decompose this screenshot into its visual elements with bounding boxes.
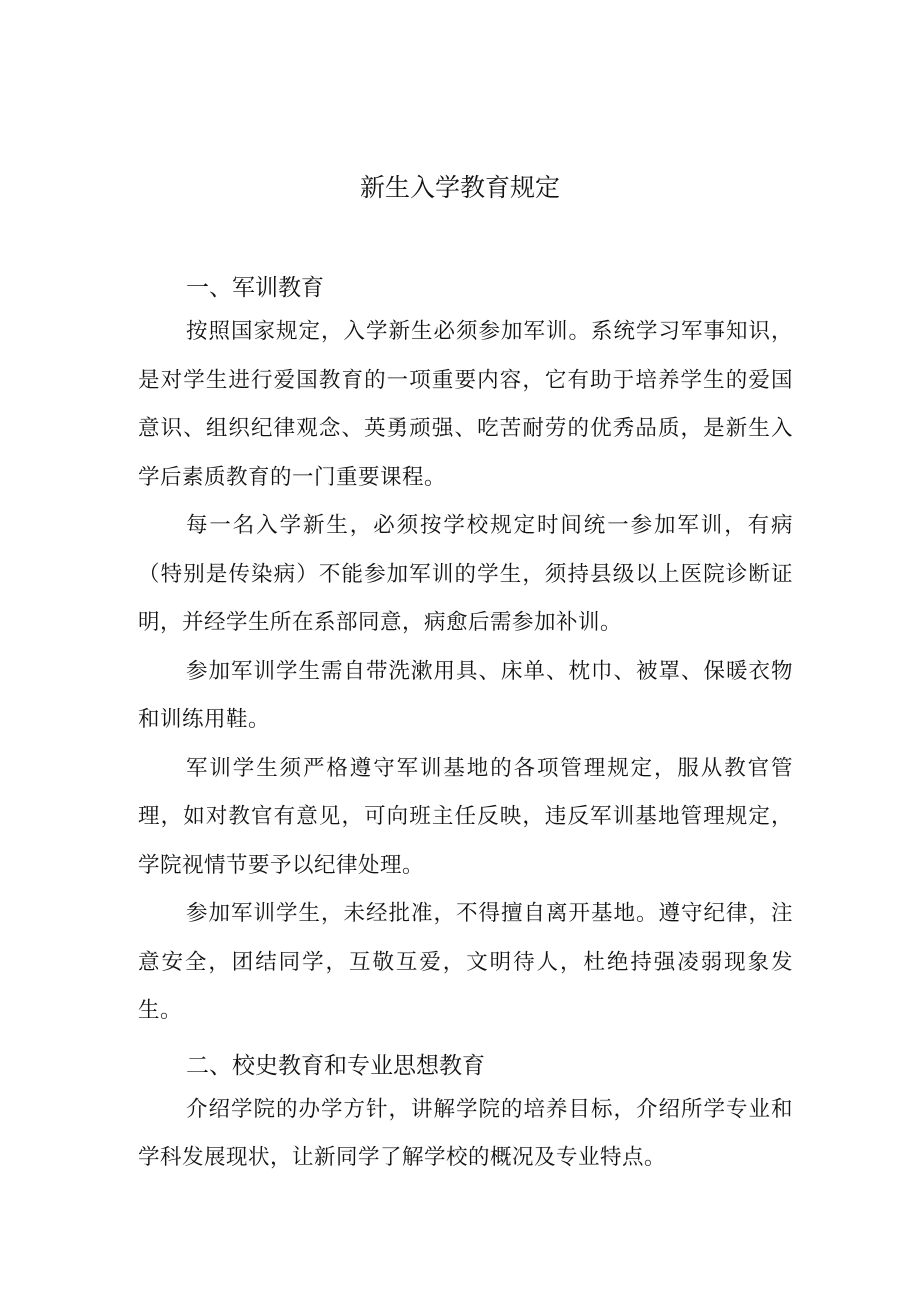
paragraph: 每一名入学新生，必须按学校规定时间统一参加军训，有病（特别是传染病）不能参加军训的学生，须持县级以上医院诊断证明，并经学生所在系部同意，病愈后需参加补训。 [138,513,793,635]
paragraph: 参加军训学生需自带洗漱用具、床单、枕巾、被罩、保暖衣物和训练用鞋。 [138,658,793,732]
document-body [138,268,793,1183]
section-heading: 一、军训教育 [186,275,324,301]
document-title: 新生入学教育规定 [359,173,560,202]
paragraph: 介绍学院的办学方针，讲解学院的培养目标，介绍所学专业和学科发展现状，让新同学了解学校的概况及专业特点。 [138,1096,793,1170]
paragraph: 参加军训学生，未经批准，不得擅自离开基地。遵守纪律，注意安全，团结同学，互敬互爱，文明待人，杜绝持强凌弱现象发生。 [138,901,793,1023]
paragraph: 按照国家规定，入学新生必须参加军训。系统学习军事知识，是对学生进行爱国教育的一项重要内容，它有助于培养学生的爱国意识、组织纪律观念、英勇顽强、吃苦耐劳的优秀品质，是新生入学后素质教育的一门重要课程。 [138,319,793,490]
section-military-training [138,268,793,1036]
paragraph: 军训学生须严格遵守军训基地的各项管理规定，服从教官管理，如对教官有意见，可向班主任反映，违反军训基地管理规定，学院视情节要予以纪律处理。 [138,755,793,878]
section-heading: 二、校史教育和专业思想教育 [186,1052,485,1079]
section-school-history [138,1046,793,1183]
